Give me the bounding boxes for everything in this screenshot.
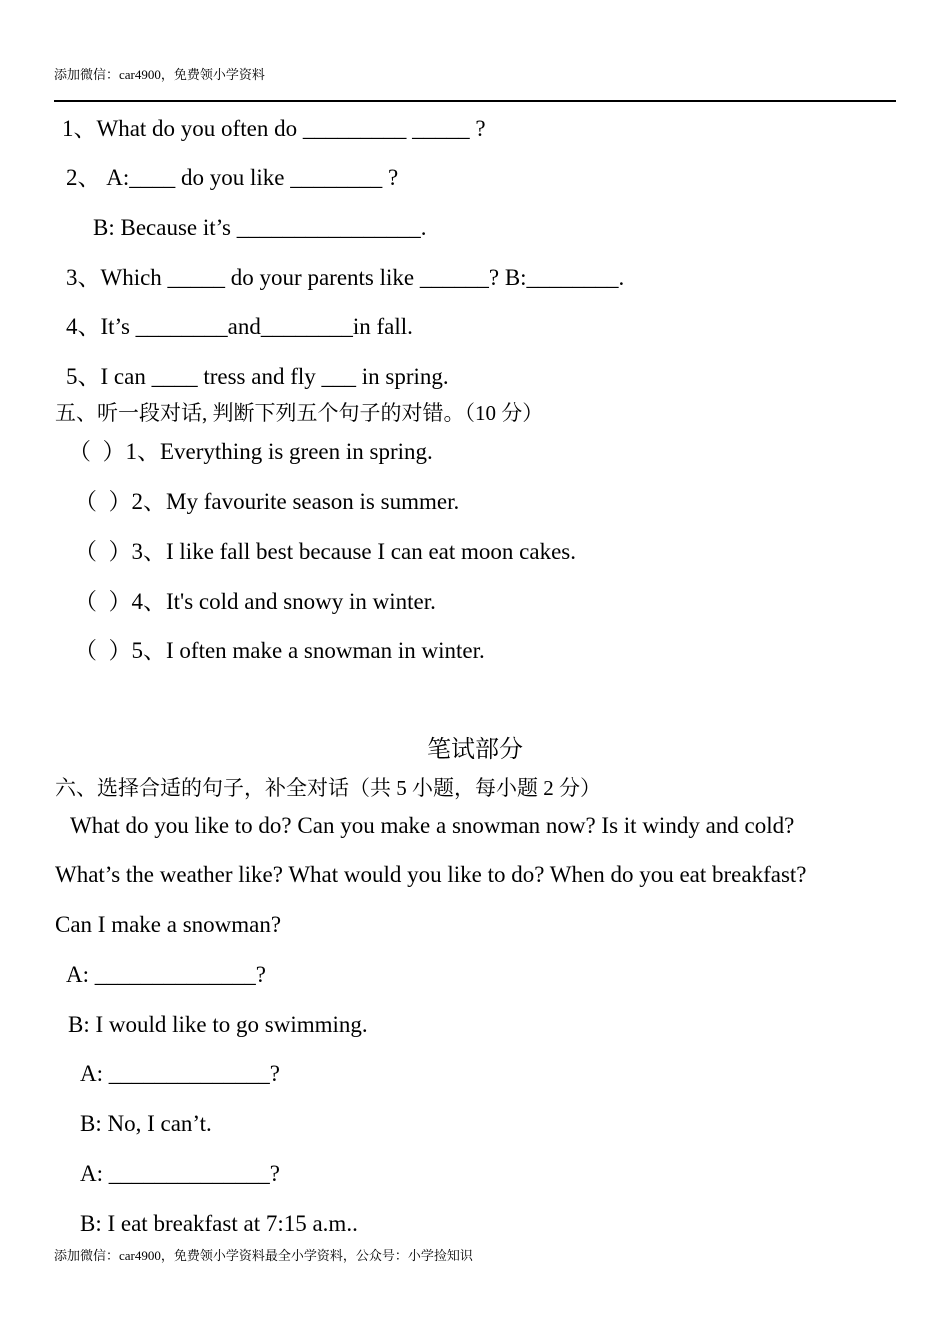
judge-item-2: （ ）2、My favourite season is summer. — [74, 489, 460, 514]
fill-item-2b: B: Because it’s ________________. — [93, 215, 427, 240]
section5-heading: 五、听一段对话, 判断下列五个句子的对错。（10 分） — [55, 401, 544, 425]
written-part-title: 笔试部分 — [427, 737, 523, 763]
option-line-2: What’s the weather like? What would you like to do? When do you eat breakfast? — [55, 862, 807, 887]
option-line-3: Can I make a snowman? — [55, 912, 282, 937]
header-rule — [54, 100, 896, 102]
fill-item-1: 1、What do you often do _________ _____ ? — [62, 116, 486, 141]
judge-item-5: （ ）5、I often make a snowman in winter. — [74, 638, 485, 663]
dialogue-line-6: B: I eat breakfast at 7:15 a.m.. — [80, 1211, 358, 1236]
fill-item-3: 3、Which _____ do your parents like ______? B:________. — [66, 265, 625, 290]
footer-note: 添加微信：car4900，免费领小学资料最全小学资料，公众号：小学捡知识 — [54, 1248, 473, 1263]
fill-item-4: 4、It’s ________and________in fall. — [66, 314, 413, 339]
dialogue-line-2: B: I would like to go swimming. — [68, 1012, 368, 1037]
judge-item-4: （ ）4、It's cold and snowy in winter. — [74, 589, 436, 614]
judge-item-3: （ ）3、I like fall best because I can eat moon cakes. — [74, 539, 576, 564]
dialogue-line-3: A: ______________? — [80, 1061, 280, 1086]
option-line-1: What do you like to do? Can you make a snowman now? Is it windy and cold? — [70, 813, 795, 838]
fill-item-5: 5、I can ____ tress and fly ___ in spring. — [66, 364, 449, 389]
dialogue-line-5: A: ______________? — [80, 1161, 280, 1186]
header-note: 添加微信：car4900，免费领小学资料 — [54, 67, 265, 82]
dialogue-line-4: B: No, I can’t. — [80, 1111, 212, 1136]
section6-heading: 六、选择合适的句子，补全对话（共 5 小题，每小题 2 分） — [55, 776, 601, 800]
judge-item-1: （ ）1、Everything is green in spring. — [68, 439, 433, 464]
fill-item-2: 2、 A:____ do you like ________ ? — [66, 165, 399, 190]
dialogue-line-1: A: ______________? — [66, 962, 266, 987]
